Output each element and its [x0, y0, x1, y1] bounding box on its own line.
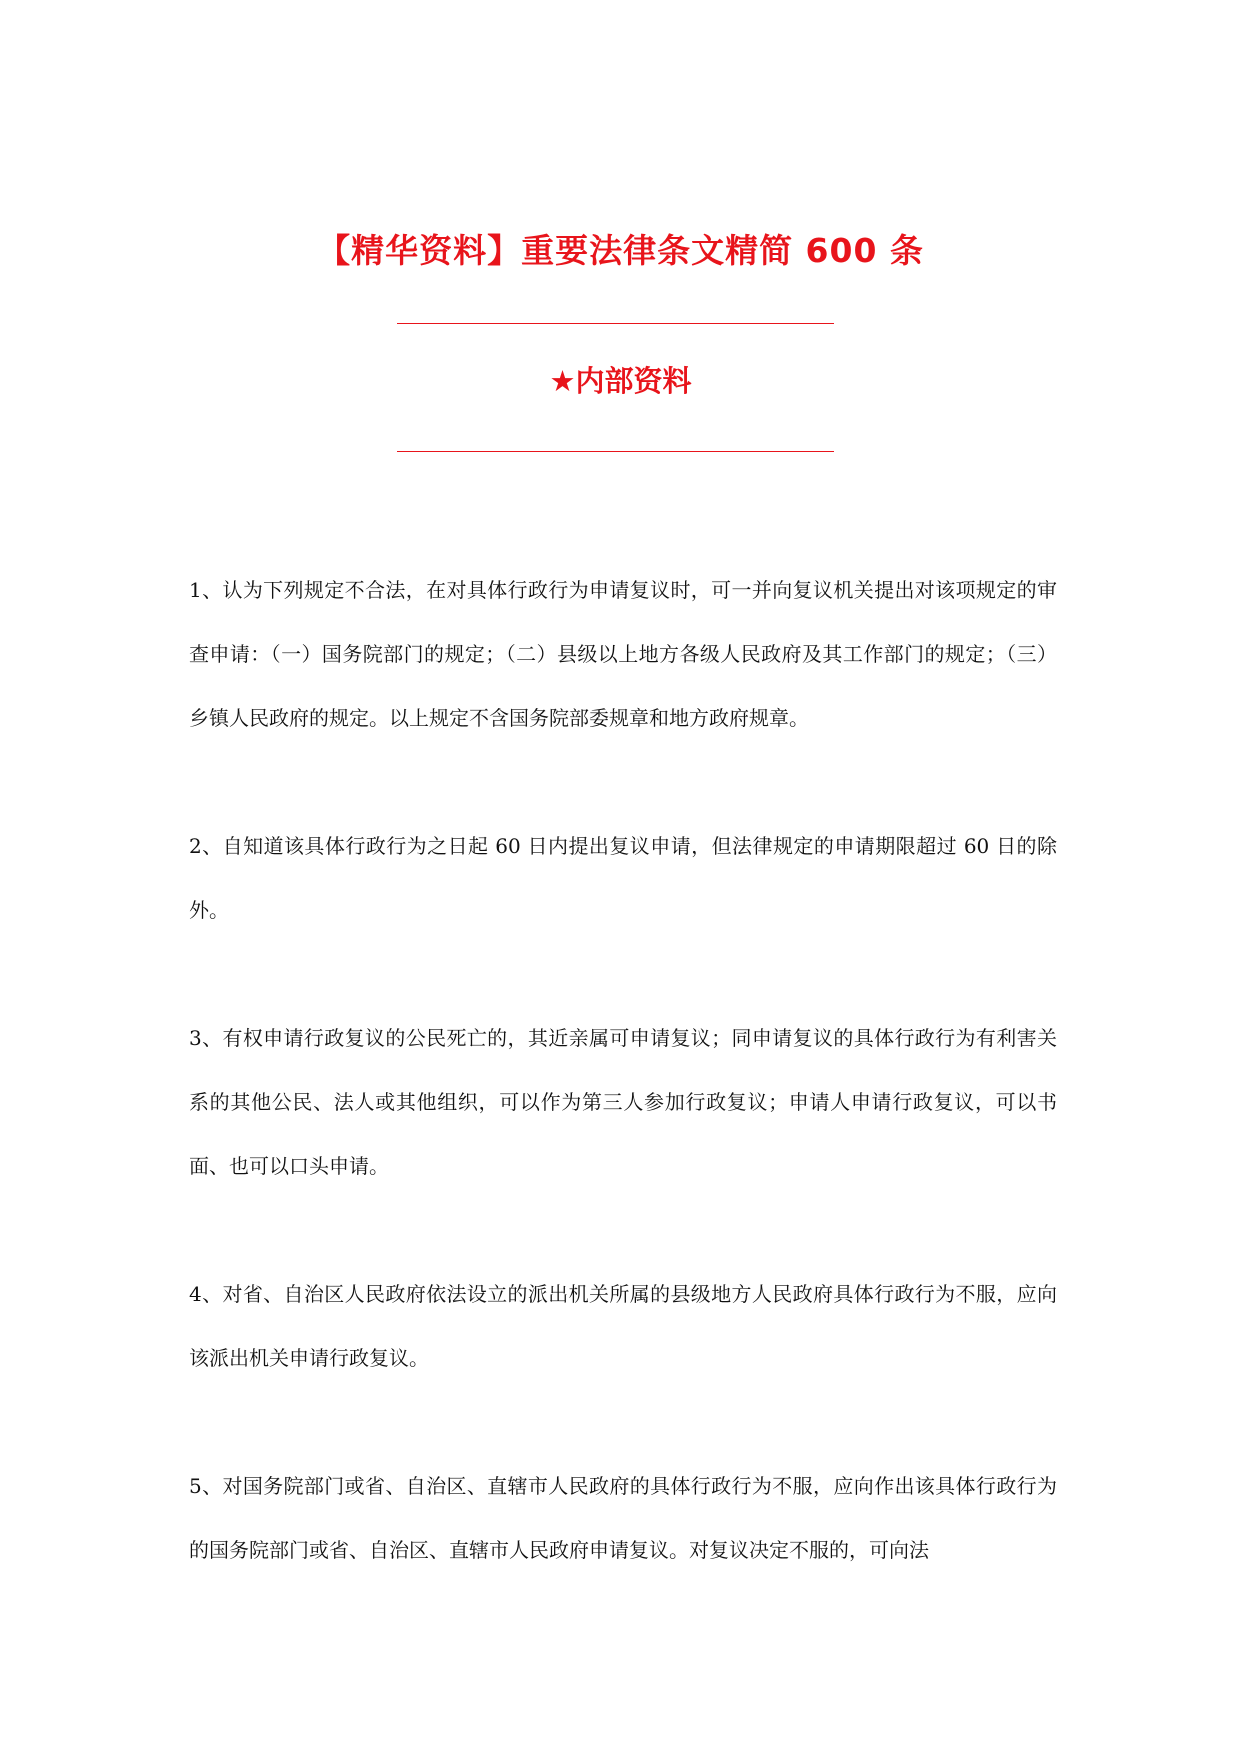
paragraph-1: 1、认为下列规定不合法，在对具体行政行为申请复议时，可一并向复议机关提出对该项规定的审查申请：（一）国务院部门的规定；（二）县级以上地方各级人民政府及其工作部门的规定；（三）乡镇人民政府的规定。以上规定不含国务院部委规章和地方政府规章。 — [189, 578, 1057, 730]
title-divider-bottom — [397, 451, 834, 452]
paragraph-2: 2、自知道该具体行政行为之日起 60 日内提出复议申请，但法律规定的申请期限超过 60 日的除外。 — [189, 834, 1057, 922]
document-subtitle: ★内部资料 — [549, 364, 692, 398]
paragraph-4: 4、对省、自治区人民政府依法设立的派出机关所属的县级地方人民政府具体行政行为不服，应向该派出机关申请行政复议。 — [189, 1282, 1057, 1370]
document-title: 【精华资料】重要法律条文精简 600 条 — [317, 231, 924, 270]
paragraph-3: 3、有权申请行政复议的公民死亡的，其近亲属可申请复议；同申请复议的具体行政行为有利害关系的其他公民、法人或其他组织，可以作为第三人参加行政复议；申请人申请行政复议，可以书面、也可以口头申请。 — [189, 1026, 1057, 1178]
paragraph-5: 5、对国务院部门或省、自治区、直辖市人民政府的具体行政行为不服，应向作出该具体行政行为的国务院部门或省、自治区、直辖市人民政府申请复议。对复议决定不服的，可向法 — [189, 1474, 1057, 1562]
title-divider-top — [397, 323, 834, 324]
document-body — [189, 558, 1057, 1646]
